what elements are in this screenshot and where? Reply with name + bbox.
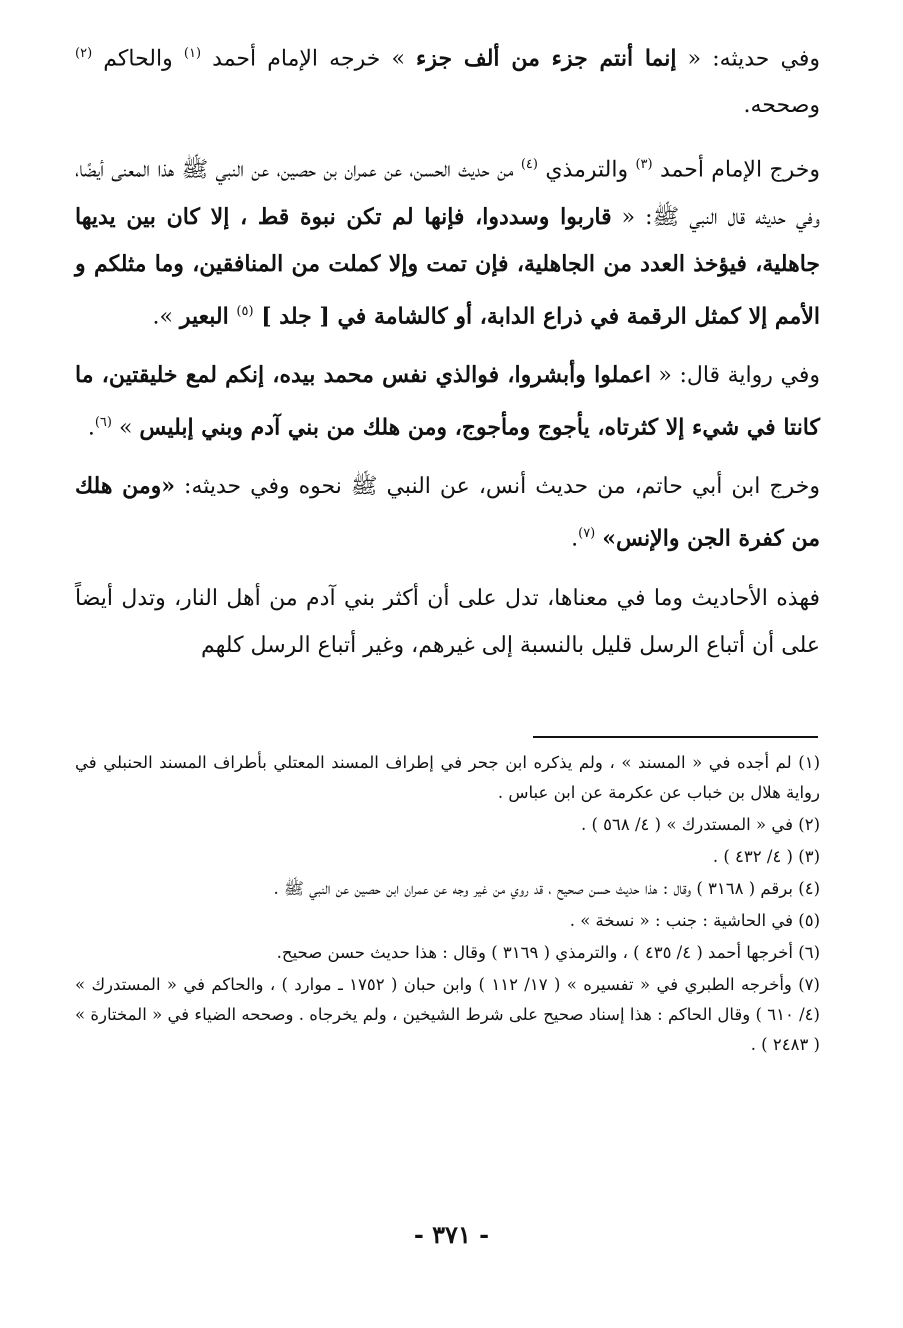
text-run: وخرج ابن أبي حاتم، من حديث أنس، عن النبي ﷺ نحوه وفي حديثه:	[175, 474, 820, 500]
footnote: (٣) ( ٤/ ٤٣٢ ) .	[712, 847, 820, 866]
main-text	[75, 30, 820, 681]
hadith-quote: اعملوا وأبشروا، فوالذي نفس محمد بيده، إنكم لمع خليقتين، ما كانتا في شيء إلا كثرتاه، يأجوج ومأجوج، ومن هلك من بني آدم وبني إبليس	[75, 361, 820, 441]
footnote-ref: (٣)	[635, 157, 653, 173]
paragraph	[75, 352, 820, 451]
text-run: والحاكم	[92, 46, 184, 72]
footnotes	[75, 748, 820, 1062]
paragraph	[75, 463, 820, 562]
footnote-separator	[533, 736, 818, 738]
footnote: (٦) أخرجها أحمد ( ٤/ ٤٣٥ ) ، والترمذي ( ٣١٦٩ ) وقال : هذا حديث حسن صحيح.	[276, 943, 820, 962]
footnote-ref: (٦)	[94, 414, 112, 430]
text-run: .	[571, 526, 579, 552]
footnote-ref: (١)	[183, 46, 202, 61]
text-run: وصححه.	[743, 93, 820, 119]
text-run: والترمذي	[537, 157, 636, 183]
text-run: .	[87, 415, 95, 441]
text-run: » خرجه الإمام أحمد	[201, 46, 417, 72]
footnote-ref: (٢)	[75, 46, 93, 61]
footnote-ref: (٤)	[520, 157, 538, 173]
text-run: ».	[152, 303, 180, 329]
hadith-quote: البعير	[179, 302, 237, 329]
text-run: وفي رواية قال: «	[650, 362, 820, 388]
hadith-quote: «ومن هلك من كفرة الجن والإنس»	[75, 473, 820, 552]
text-run: »	[111, 415, 140, 441]
paragraph	[75, 30, 820, 129]
paragraph	[75, 141, 820, 340]
hadith-quote: إنما أنتم جزء من ألف جزء	[416, 45, 677, 72]
text-run: من حديث الحسن، عن عمران بن حصين، عن النبي ﷺ هذا المعنى أيضًا، وفي حديثه قال النبي ﷺ: «	[75, 157, 820, 230]
footnote-ref: (٧)	[578, 526, 596, 542]
footnote: (٢) في « المستدرك » ( ٤/ ٥٦٨ ) .	[580, 815, 820, 834]
footnote: (٧) وأخرجه الطبري في « تفسيره » ( ١٧/ ١١٢ ) وابن حبان ( ١٧٥٢ ـ موارد ) ، والحاكم في « المستدرك » (٤/ ٦١٠ ) وقال الحاكم : هذا إسناد صحيح على شرط الشيخين ، ولم يخرجاه . وصححه الضياء في « المختارة » ( ٢٤٨٣ ) .	[75, 975, 820, 1054]
footnote: (٥) في الحاشية : جنب : « نسخة » .	[569, 911, 820, 930]
text-run: فهذه الأحاديث وما في معناها، تدل على أن أكثر بني آدم من أهل النار، وتدل أيضاً على أن أتباع الرسل قليل بالنسبة إلى غيرهم، وغير أتباع الرسل كلهم	[75, 585, 820, 658]
text-run: وفي حديثه: «	[676, 46, 820, 72]
footnote-ref: (٥)	[236, 303, 254, 319]
hadith-quote: قاربوا وسددوا، فإنها لم تكن نبوة قط ، إلا كان بين يديها جاهلية، فيؤخذ العدد من الجاهلية، فإن تمت وإلا كملت من المنافقين، وما مثلكم و الأمم إلا كمثل الرقمة في ذراع الدابة، أو كالشامة في [ جلد ]	[75, 203, 820, 329]
footnote: (٤) برقم ( ٣١٦٨ ) وقال : هذا حديث حسن صحيح ، قد روي من غير وجه عن عمران ابن حصين عن النبي ﷺ .	[273, 879, 820, 898]
page-number: - ٣٧١ -	[413, 1220, 490, 1249]
text-run: وخرج الإمام أحمد	[652, 157, 820, 183]
footnote: (١) لم أجده في « المسند » ، ولم يذكره ابن جحر في إطراف المسند المعتلي بأطراف المسند الحنبلي في رواية هلال بن خباب عن عكرمة عن ابن عباس .	[75, 753, 820, 802]
paragraph	[75, 575, 820, 669]
